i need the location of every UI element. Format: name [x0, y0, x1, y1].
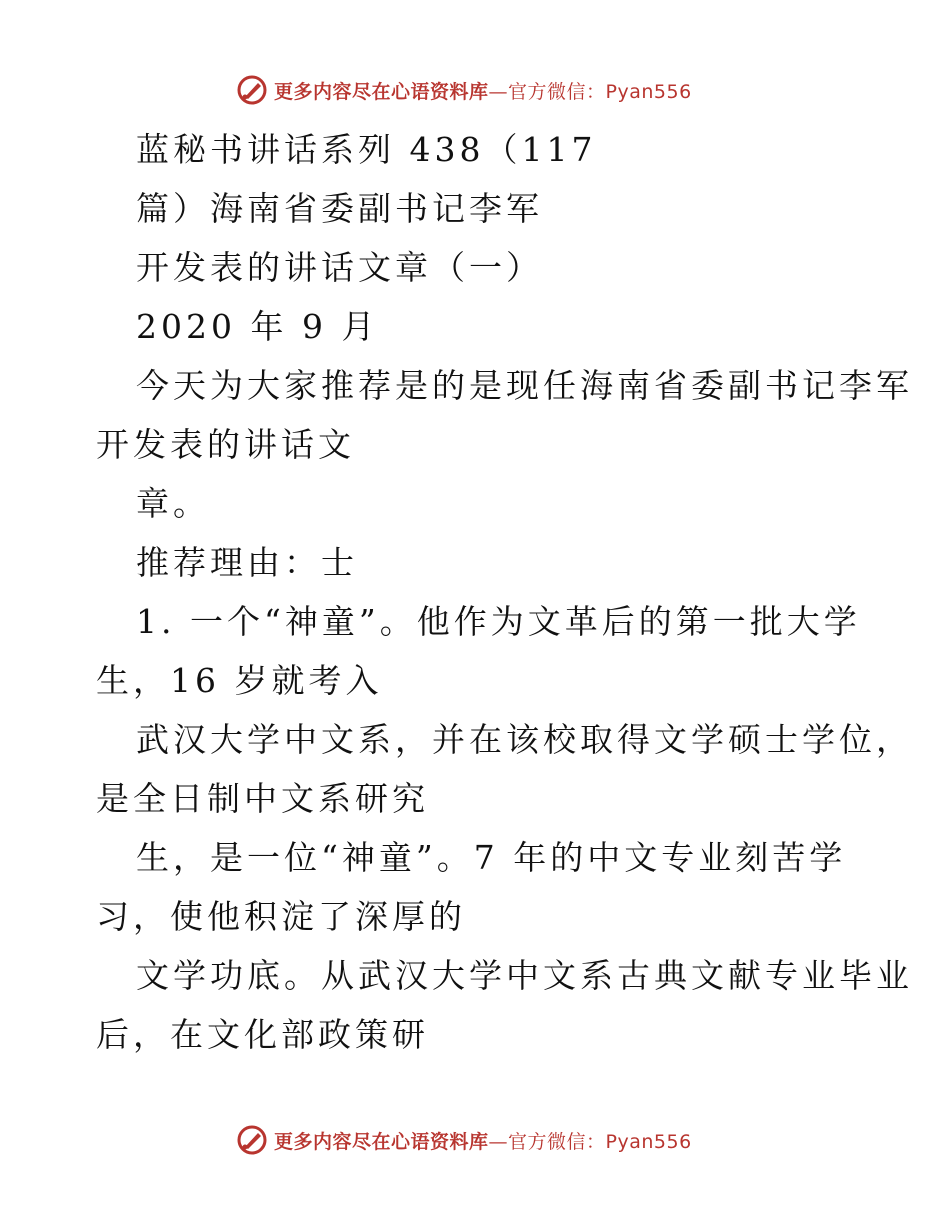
- doc-line-reason-5: 生，是一位“神童”。7 年的中文专业刻苦学: [136, 838, 847, 877]
- doc-line-reason-7: 文学功底。从武汉大学中文系古典文献专业毕业: [136, 956, 913, 995]
- pen-logo-icon: [236, 74, 268, 106]
- footer-banner-main: 更多内容尽在心语资料库: [274, 1130, 489, 1153]
- header-watermark-banner: [236, 73, 736, 107]
- doc-line-reason-2: 生，16 岁就考入: [96, 661, 383, 700]
- doc-line-reason-3: 武汉大学中文系，并在该校取得文学硕士学位，: [136, 720, 913, 759]
- footer-banner-separator: —: [488, 1130, 509, 1153]
- doc-line-reason-heading: 推荐理由：士: [136, 543, 358, 582]
- doc-line-reason-8: 后，在文化部政策研: [96, 1015, 429, 1054]
- footer-watermark-banner: [236, 1123, 736, 1157]
- doc-line-title-2: 篇）海南省委副书记李军: [136, 189, 543, 228]
- doc-line-date: 2020 年 9 月: [136, 307, 379, 346]
- header-banner-separator: —: [488, 80, 509, 103]
- pen-logo-icon: [236, 1124, 268, 1156]
- footer-banner-contact: 官方微信：Pyan556: [508, 1130, 692, 1153]
- doc-line-title-1: 蓝秘书讲话系列 438（117: [136, 130, 597, 169]
- header-banner-main: 更多内容尽在心语资料库: [274, 80, 489, 103]
- footer-banner-text: [274, 1127, 692, 1154]
- doc-line-intro-2: 开发表的讲话文: [96, 425, 355, 464]
- doc-line-reason-6: 习，使他积淀了深厚的: [96, 897, 466, 936]
- header-banner-text: [274, 77, 692, 104]
- header-banner-contact: 官方微信：Pyan556: [508, 80, 692, 103]
- doc-line-intro-3: 章。: [136, 484, 210, 523]
- document-body: [96, 120, 913, 1064]
- doc-line-reason-4: 是全日制中文系研究: [96, 779, 429, 818]
- doc-line-title-3: 开发表的讲话文章（一）: [136, 248, 543, 287]
- doc-line-intro-1: 今天为大家推荐是的是现任海南省委副书记李军: [136, 366, 913, 405]
- doc-line-reason-1: 1. 一个“神童”。他作为文革后的第一批大学: [136, 602, 861, 641]
